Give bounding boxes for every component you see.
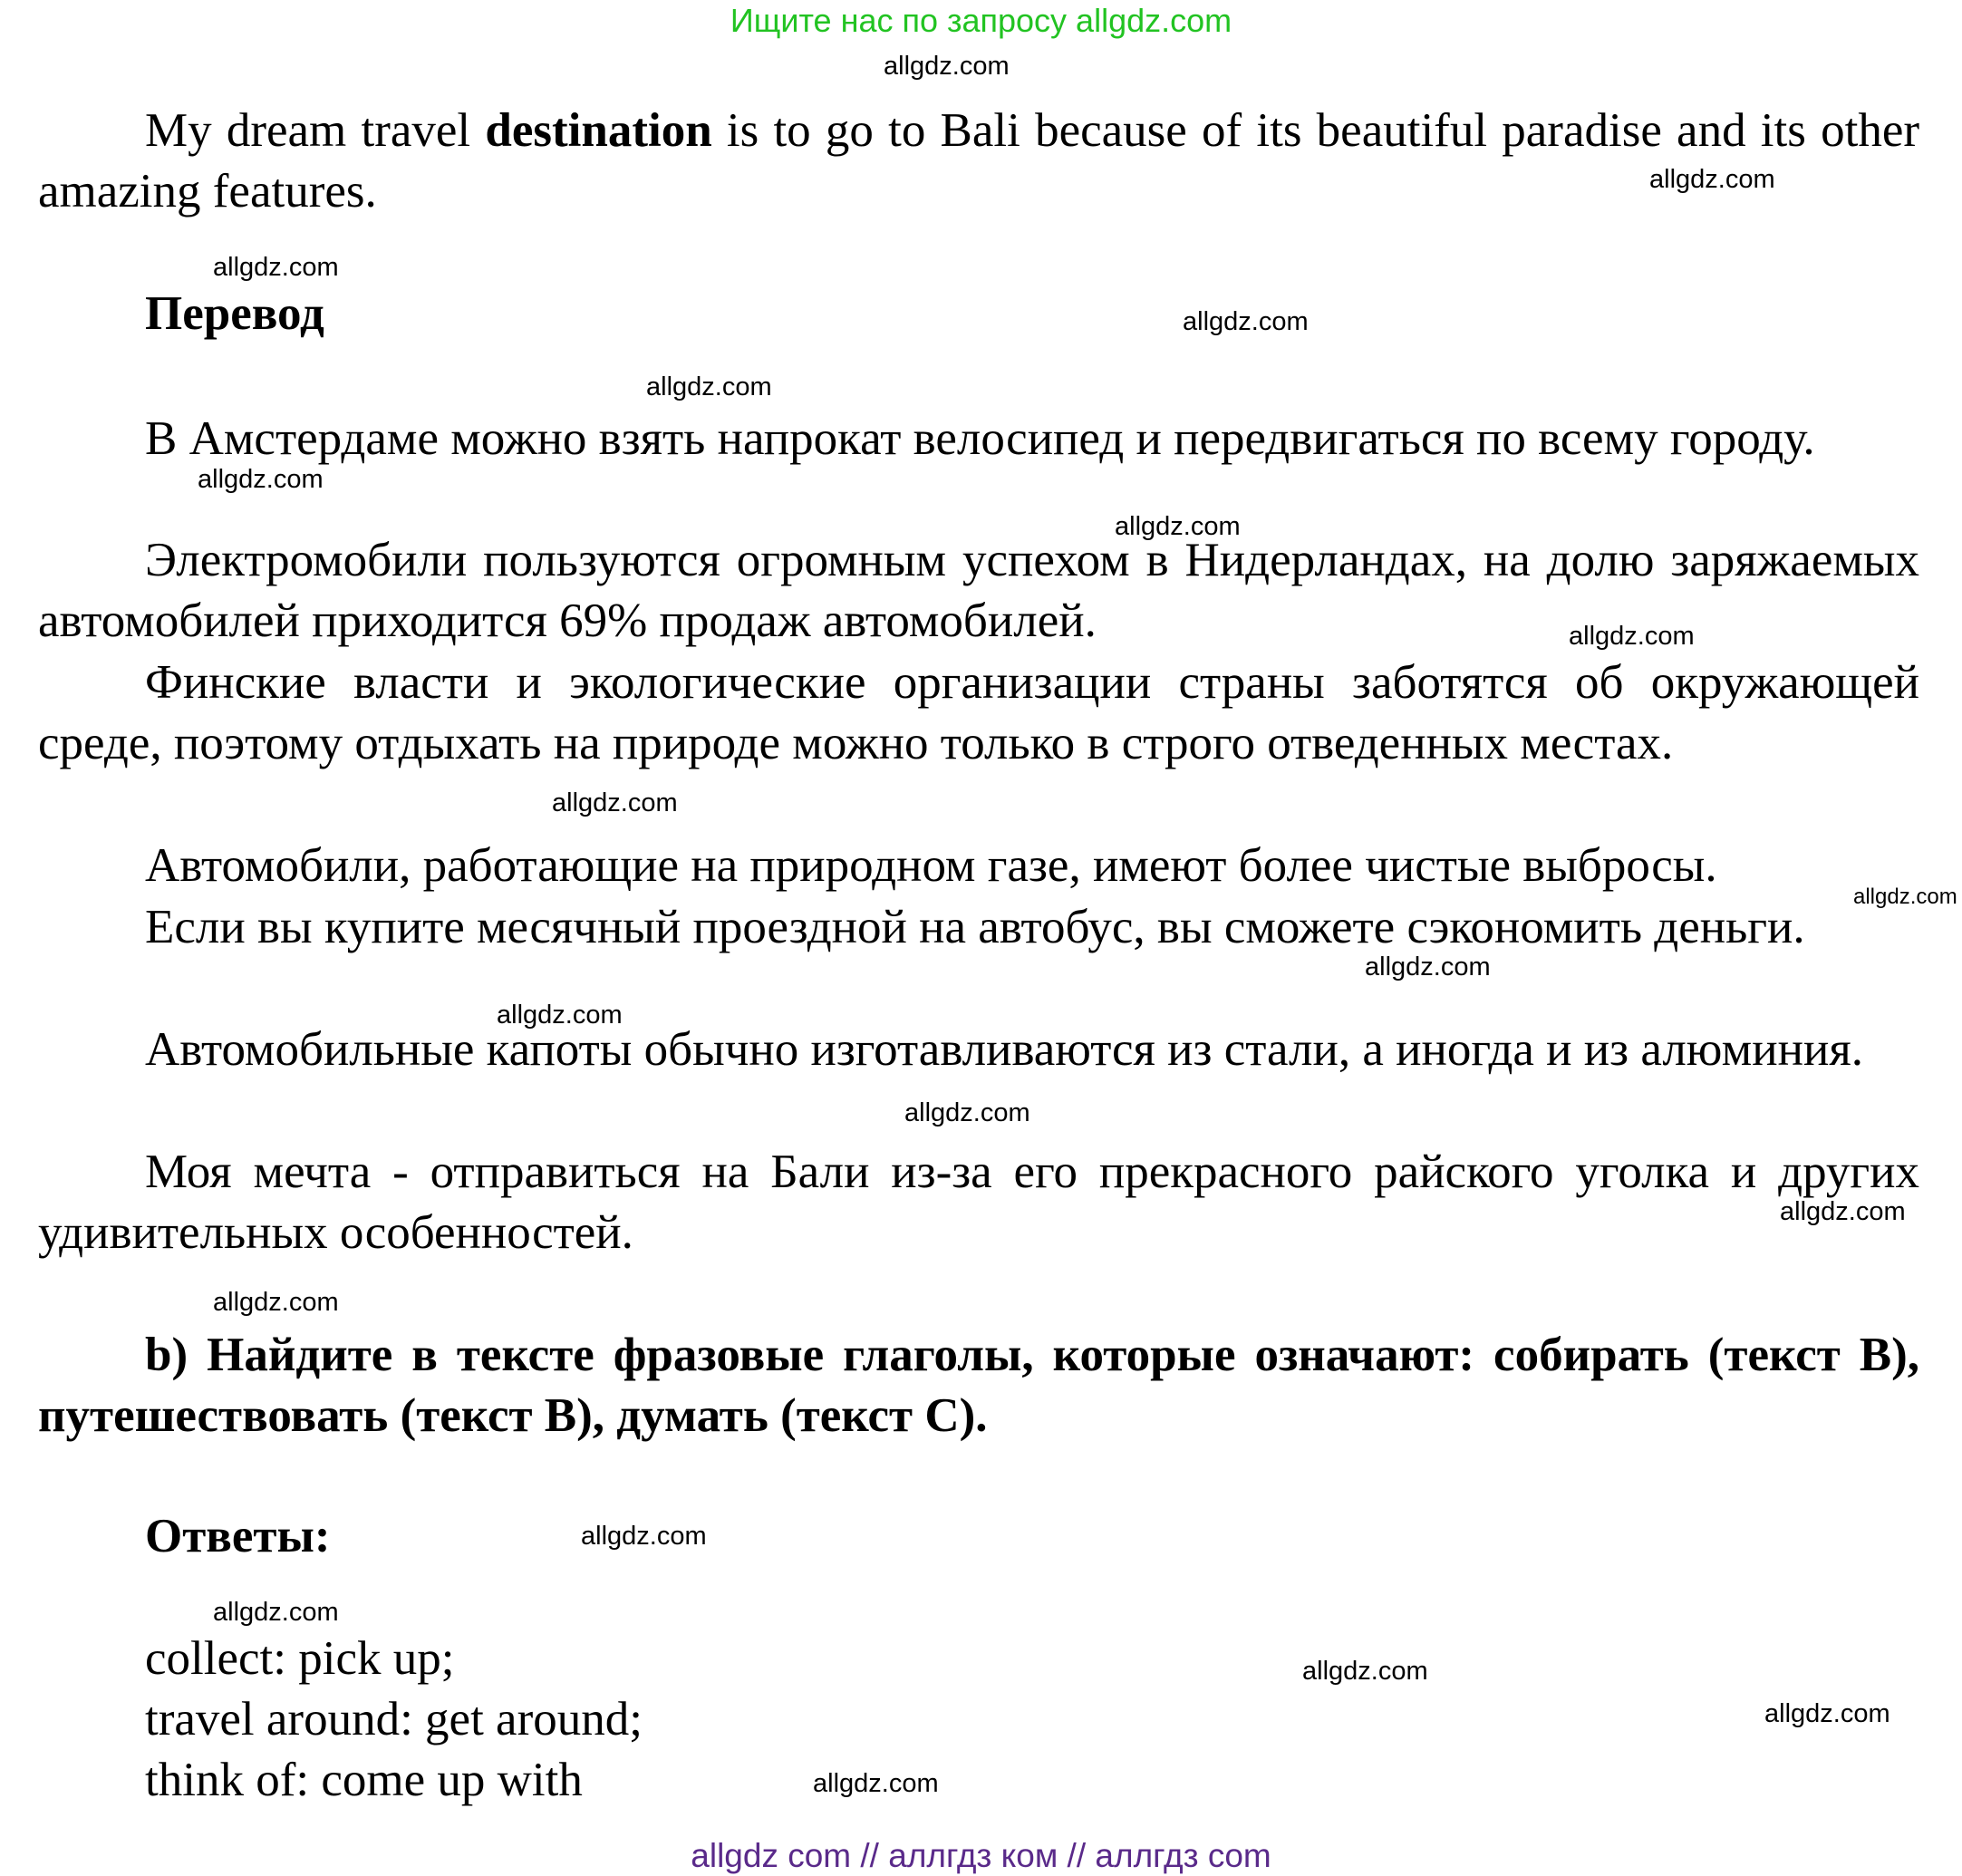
watermark: allgdz.com (1853, 885, 1957, 909)
watermark: allgdz.com (1780, 1197, 1906, 1226)
answers-heading: Ответы: (145, 1510, 331, 1562)
footer-links: allgdz com // аллгдз ком // аллгдз com (691, 1837, 1271, 1874)
watermark: allgdz.com (581, 1522, 707, 1551)
intro-text-after: is to go to Bali because of its beautiful paradise and its other amazing features. (38, 104, 1919, 218)
translation-paragraph-3: Финские власти и экологические организации страны заботятся об окружающей среде, поэтому отдыхать на природе можно только в строго отведенных местах. (38, 656, 1919, 769)
task-instruction: b) Найдите в тексте фразовые глаголы, которые означают: собирать (текст В), путешествовать (текст В), думать (текст С). (38, 1329, 1919, 1442)
watermark: allgdz.com (904, 1098, 1030, 1127)
answer-line-1: collect: pick up; (145, 1632, 455, 1685)
translation-paragraph-5: Если вы купите месячный проездной на автобус, вы сможете сэкономить деньги. (145, 901, 1805, 953)
intro-paragraph (38, 101, 1919, 222)
intro-text-before: My dream travel (145, 104, 486, 157)
translation-paragraph-7: Моя мечта - отправиться на Бали из-за его прекрасного райского уголка и других удивительных особенностей. (38, 1146, 1919, 1259)
watermark: allgdz.com (884, 52, 1010, 81)
watermark: allgdz.com (813, 1769, 939, 1798)
watermark: allgdz.com (1302, 1657, 1428, 1686)
site-banner: Ищите нас по запросу allgdz.com (730, 2, 1232, 39)
translation-heading: Перевод (145, 287, 324, 340)
intro-bold-word: destination (485, 104, 712, 157)
translation-paragraph-6: Автомобильные капоты обычно изготавливаются из стали, а иногда и из алюминия. (145, 1023, 1863, 1076)
watermark: allgdz.com (497, 1001, 623, 1030)
watermark: allgdz.com (1365, 953, 1491, 982)
watermark: allgdz.com (1569, 622, 1695, 651)
answer-line-2: travel around: get around; (145, 1693, 643, 1745)
watermark: allgdz.com (198, 465, 324, 494)
translation-paragraph-4: Автомобили, работающие на природном газе, имеют более чистые выбросы. (145, 839, 1717, 892)
watermark: allgdz.com (213, 253, 339, 282)
watermark: allgdz.com (213, 1598, 339, 1627)
answer-line-3: think of: come up with (145, 1754, 583, 1806)
watermark: allgdz.com (1764, 1699, 1890, 1728)
watermark: allgdz.com (1115, 512, 1241, 541)
watermark: allgdz.com (646, 372, 772, 401)
translation-paragraph-1: В Амстердаме можно взять напрокат велосипед и передвигаться по всему городу. (145, 412, 1815, 465)
watermark: allgdz.com (1649, 165, 1775, 194)
watermark: allgdz.com (552, 788, 678, 817)
watermark: allgdz.com (1183, 307, 1309, 336)
watermark: allgdz.com (213, 1288, 339, 1317)
translation-paragraph-2: Электромобили пользуются огромным успехом в Нидерландах, на долю заряжаемых автомобилей приходится 69% продаж автомобилей. (38, 534, 1919, 647)
